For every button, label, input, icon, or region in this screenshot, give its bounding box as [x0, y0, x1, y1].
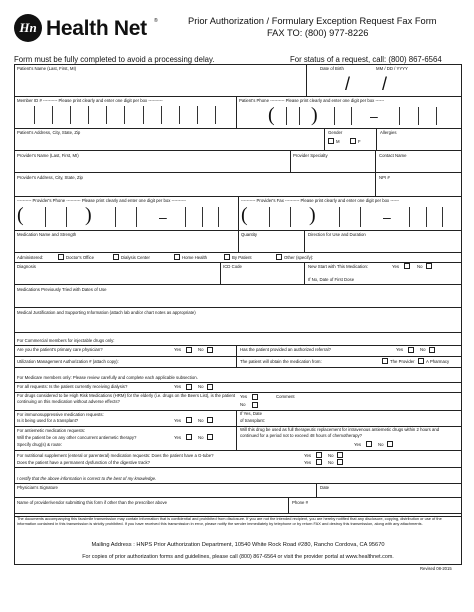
patient-phone-label: Patient's Phone ---------- Please print clearly and enter one digit per box ------	[239, 98, 385, 103]
quantity-label: Quantity	[241, 232, 258, 237]
hrm-no-label: No	[240, 402, 246, 407]
dialysis-yes-label: Yes	[174, 384, 182, 389]
new-start-yes-checkbox[interactable]	[404, 263, 410, 269]
antiemetic-yes-label: Yes	[174, 435, 182, 440]
hrm-yes-label: Yes	[240, 394, 248, 399]
iv-yes-label: Yes	[354, 442, 362, 447]
q1-yes-label: Yes	[174, 347, 182, 352]
q1-no-label: No	[198, 347, 204, 352]
revised-date: Revised 08-2015	[420, 566, 452, 571]
commercial-header: For Commercial members for injectable drugs only:	[17, 338, 115, 343]
diagnosis-label: Diagnosis	[17, 264, 36, 269]
new-start-no-label: No	[417, 264, 423, 269]
transplant-no-checkbox[interactable]	[207, 417, 213, 423]
dob-label: Date of Birth	[320, 66, 344, 71]
from-provider-label: The Provider	[390, 359, 415, 364]
q1-yes-checkbox[interactable]	[186, 347, 192, 353]
submitter-label: Name of provider/vendor submitting this form if other than the prescriber above	[17, 500, 167, 505]
commercial-q4: The patient will obtain the medication from:	[240, 359, 322, 364]
gender-m-checkbox[interactable]	[328, 138, 334, 144]
provider-address-label: Provider's Address, City, State, Zip	[17, 175, 83, 180]
specify-route-label: Specify drug(s) & route:	[17, 442, 63, 447]
logo-trademark: ®	[154, 18, 158, 24]
transplant-yes-checkbox[interactable]	[186, 417, 192, 423]
admin-dialysis-checkbox[interactable]	[113, 254, 119, 260]
gender-label: Gender	[328, 130, 343, 135]
dob-format: MM / DD / YYYY	[376, 66, 408, 71]
transplant-date-label-2: of transplant:	[240, 418, 265, 423]
admin-doctors-office-checkbox[interactable]	[58, 254, 64, 260]
medicare-q-nutrition: For nutritional supplement (enteral or parenteral) medication requests: Does the patient have a G-tube?	[17, 453, 214, 458]
antiemetic-no-checkbox[interactable]	[207, 434, 213, 440]
patient-address-label: Patient's Address, City, State, Zip	[17, 130, 81, 135]
admin-option-label: Home Health	[182, 255, 208, 260]
patient-phone-field[interactable]: ( ) –	[239, 105, 460, 127]
dob-field[interactable]: / /	[345, 74, 388, 94]
logo-text: Health Net	[46, 17, 147, 40]
provider-fax-field[interactable]: ( ) –	[241, 205, 461, 227]
q2-yes-checkbox[interactable]	[408, 347, 414, 353]
medicare-header: For Medicare members only: Please review carefully and complete each applicable subsection.	[17, 375, 198, 380]
q2-no-label: No	[420, 347, 426, 352]
from-provider-checkbox[interactable]	[382, 358, 388, 364]
digestive-no-label: No	[328, 460, 334, 465]
logo	[14, 14, 164, 44]
provider-phone-field[interactable]: ( ) –	[17, 205, 237, 227]
justification-label: Medical Justification and Supporting Information (attach lab and/or chart notes as appropriate)	[17, 310, 196, 315]
direction-label: Direction for Use and Duration	[308, 232, 366, 237]
status-line: For status of a request, call: (800) 867-6564	[290, 55, 442, 64]
hrm-no-checkbox[interactable]	[252, 402, 258, 408]
previous-meds-label: Medications Previously Tried with Dates of Use	[17, 287, 107, 292]
signature-label: Physician's Signature	[17, 485, 58, 490]
medicare-q-antiemetic: For antiemetic medication requests:	[17, 428, 86, 433]
medication-name-label: Medication Name and Strength	[17, 232, 77, 237]
gender-f-label: F	[358, 139, 361, 144]
commercial-q3: Utilization Management Authorization # (attach copy):	[17, 359, 119, 364]
hrm-comment-label: Comment	[276, 394, 295, 399]
iv-no-checkbox[interactable]	[387, 441, 393, 447]
completion-note: Form must be fully completed to avoid a processing delay.	[14, 55, 215, 64]
digestive-no-checkbox[interactable]	[337, 459, 343, 465]
gender-f-checkbox[interactable]	[350, 138, 356, 144]
medicare-q-iv: Will this drug be used as full therapeutic replacement for intravenous antiemetic drugs within 2 hours and continued for a period not to exceed 48 hours of chemotherapy?	[240, 427, 440, 438]
admin-option-label: Other (specify):	[284, 255, 314, 260]
commercial-q2: Has the patient provided an authorized referral?	[240, 347, 332, 352]
digestive-yes-checkbox[interactable]	[316, 459, 322, 465]
mailing-address: Mailing Address : HNPS Prior Authorization Department, 10540 White Rock Road #280, Rancho Cordova, CA 95670	[91, 542, 385, 548]
new-start-yes-label: Yes	[392, 264, 400, 269]
dialysis-yes-checkbox[interactable]	[186, 384, 192, 390]
iv-yes-checkbox[interactable]	[366, 441, 372, 447]
medicare-q-antiemetic2: Will the patient be on any other concurrent antiemetic therapy?	[17, 435, 137, 440]
certify-statement: I certify that the above information is correct to the best of my knowledge.	[17, 476, 157, 481]
admin-other-checkbox[interactable]	[276, 254, 282, 260]
transplant-yes-label: Yes	[174, 418, 182, 423]
gtube-yes-checkbox[interactable]	[316, 452, 322, 458]
gender-m-label: M	[336, 139, 340, 144]
digestive-yes-label: Yes	[304, 460, 312, 465]
contact-name-label: Contact Name	[379, 153, 407, 158]
transplant-no-label: No	[198, 418, 204, 423]
admin-option-label: Dialysis Center	[121, 255, 150, 260]
logo-mark-icon: Hn	[14, 14, 42, 42]
dialysis-no-label: No	[198, 384, 204, 389]
new-start-label: New Start with This Medication:	[308, 264, 369, 269]
member-id-label: Member ID # ---------- Please print clearly and enter one digit per box ----------	[17, 98, 163, 103]
patient-name-label: Patient's Name (Last, First, MI)	[17, 66, 77, 71]
member-id-digit-boxes[interactable]	[17, 106, 233, 124]
antiemetic-yes-checkbox[interactable]	[186, 434, 192, 440]
admin-home-health-checkbox[interactable]	[174, 254, 180, 260]
npi-label: NPI #	[379, 175, 390, 180]
q2-no-checkbox[interactable]	[429, 347, 435, 353]
icd-code-label: ICD Code	[223, 264, 242, 269]
fax-line: FAX TO: (800) 977-8226	[267, 28, 369, 38]
medicare-q-hrm: For drugs considered to be High Risk Medications (HRM) for the elderly (i.e. drugs on the Beers List), is the patient continuing on this medication without adverse effects?	[17, 393, 236, 404]
from-pharmacy-label: A Pharmacy	[426, 359, 450, 364]
provider-phone-label: ---------- Provider's Phone ---------- Please print clearly and enter one digit per box ----------	[17, 198, 186, 203]
commercial-q1: Are you the patient's primary care physician?	[17, 347, 103, 352]
gtube-yes-label: Yes	[304, 453, 312, 458]
medicare-q-immuno2: Is it being used for a transplant?	[17, 418, 79, 423]
q1-no-checkbox[interactable]	[207, 347, 213, 353]
allergies-label: Allergies	[380, 130, 397, 135]
from-pharmacy-checkbox[interactable]	[418, 358, 424, 364]
provider-fax-label: ---------- Provider's Fax ---------- Please print clearly and enter one digit per box ------	[241, 198, 399, 203]
form-title: Prior Authorization / Formulary Exception Request Fax Form	[188, 16, 437, 26]
gtube-no-checkbox[interactable]	[337, 452, 343, 458]
antiemetic-no-label: No	[198, 435, 204, 440]
admin-by-patient-checkbox[interactable]	[224, 254, 230, 260]
confidentiality-notice: The documents accompanying this facsimile transmission may contain information that is confidential and prohibited from disclosure. If you are not the intended recipient, you are hereby notified that any disclosure, copying, distribution or use of the information contained in this transmission is strictly prohibited. If you have received this transmission in error, please notify the sender immediately by telephone or by return FAX and destroy this transmission, along with any attachments.	[17, 516, 442, 526]
medicare-q-nutrition2: Does the patient have a permanent dysfunction of the digestive track?	[17, 460, 151, 465]
first-dose-label: If No, Date of First Dose	[308, 277, 355, 282]
new-start-no-checkbox[interactable]	[426, 263, 432, 269]
hrm-yes-checkbox[interactable]	[252, 394, 258, 400]
admin-option-label: By Patient	[232, 255, 252, 260]
admin-option-label: Doctor's Office	[66, 255, 94, 260]
q2-yes-label: Yes	[396, 347, 404, 352]
medicare-q-dialysis: For all requests: Is the patient currently receiving dialysis?	[17, 384, 128, 389]
medicare-q-immuno: For immunosuppressive medication requests:	[17, 412, 104, 417]
copies-note: For copies of prior authorization forms and guidelines, please call (800) 867-6564 or visit the provider portal at www.healthnet.com.	[82, 554, 394, 560]
administered-label: Administered:	[17, 255, 44, 260]
form-body	[14, 64, 462, 568]
dialysis-no-checkbox[interactable]	[207, 384, 213, 390]
iv-no-label: No	[378, 442, 384, 447]
provider-name-label: Provider's Name (Last, First, MI)	[17, 153, 79, 158]
phone-label: Phone #	[292, 500, 309, 505]
date-label: Date	[320, 485, 330, 490]
gtube-no-label: No	[328, 453, 334, 458]
transplant-date-label: If Yes, Date	[240, 411, 262, 416]
provider-specialty-label: Provider Specialty	[293, 153, 328, 158]
